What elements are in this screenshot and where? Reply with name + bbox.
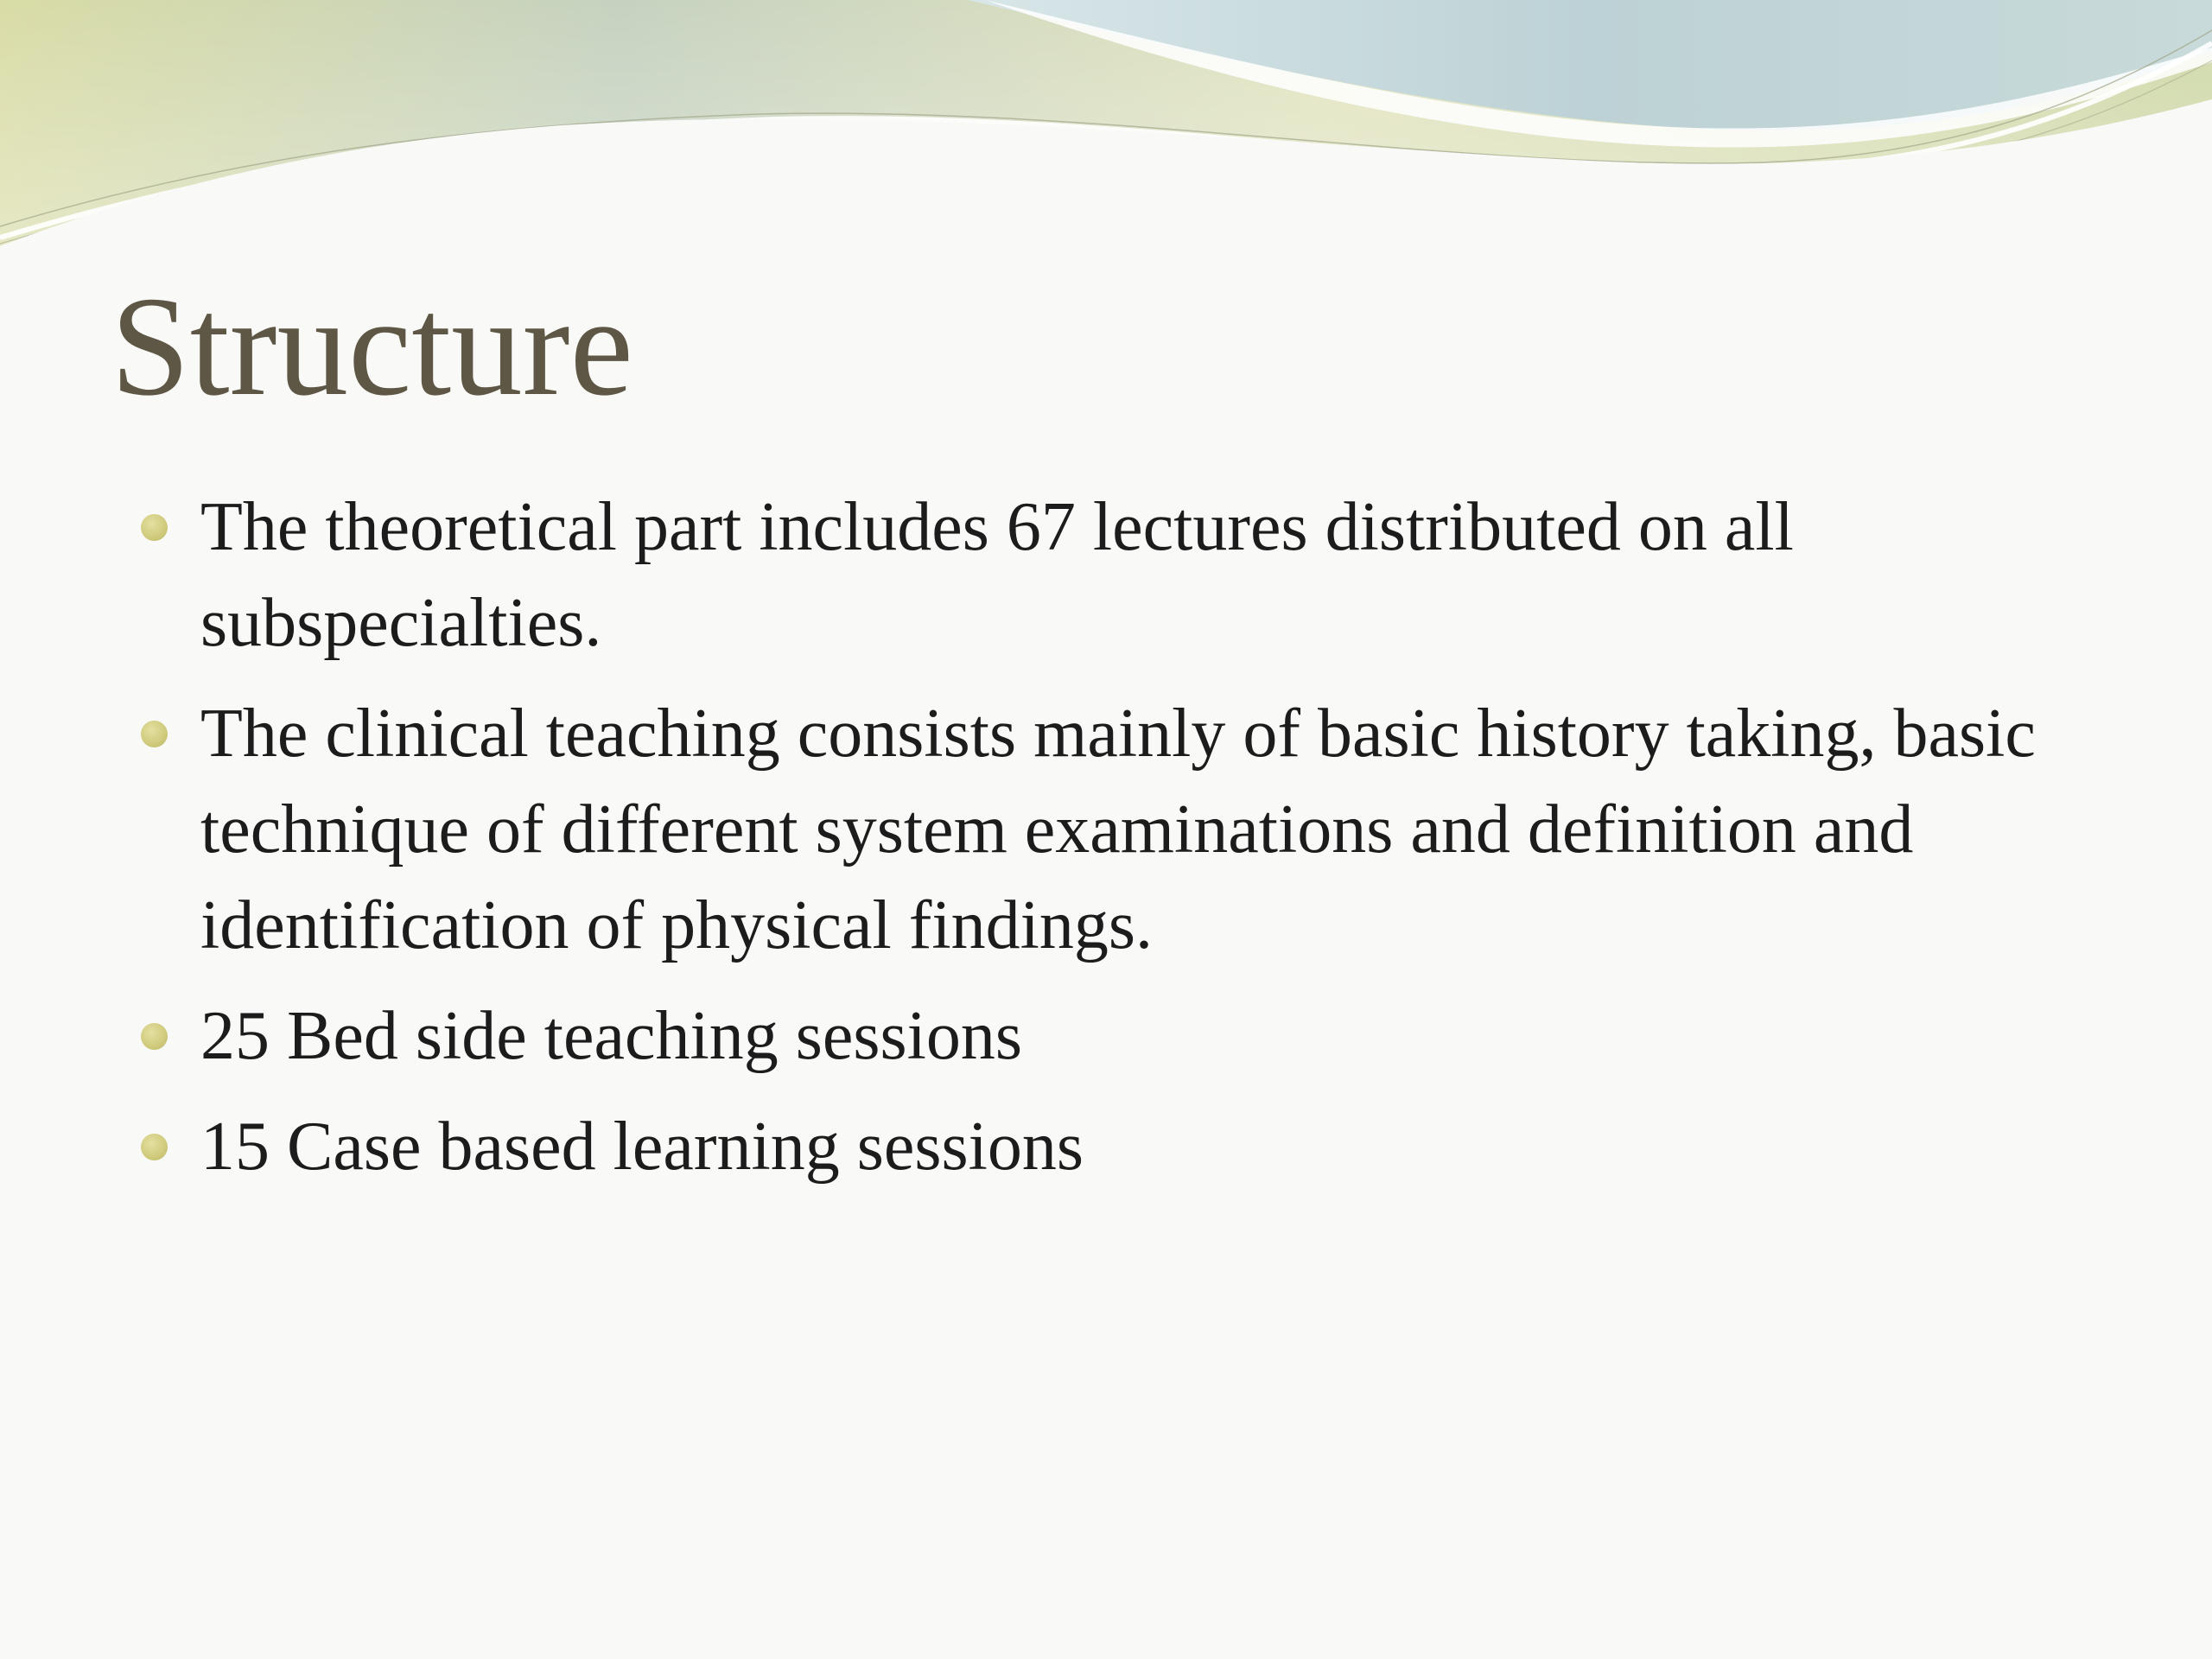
circle-bullet-icon	[141, 514, 168, 541]
bullet-text: 25 Bed side teaching sessions	[200, 998, 1022, 1074]
bullet-item	[0, 988, 2212, 1084]
bullet-text: 15 Case based learning sessions	[200, 1109, 1084, 1185]
bullet-item	[0, 1099, 2212, 1195]
slide-title: Structure	[111, 267, 633, 425]
wave-banner	[0, 0, 2212, 259]
bullet-item	[0, 480, 2212, 671]
bullet-text: The clinical teaching consists mainly of basic history taking, basic technique of different system examinations and definition and identification of physical findings.	[200, 696, 2036, 963]
circle-bullet-icon	[141, 721, 168, 747]
bullet-item	[0, 686, 2212, 974]
circle-bullet-icon	[141, 1134, 168, 1160]
bullet-list	[0, 480, 2212, 1210]
circle-bullet-icon	[141, 1023, 168, 1050]
bullet-text: The theoretical part includes 67 lectures distributed on all subspecialties.	[200, 489, 1794, 661]
